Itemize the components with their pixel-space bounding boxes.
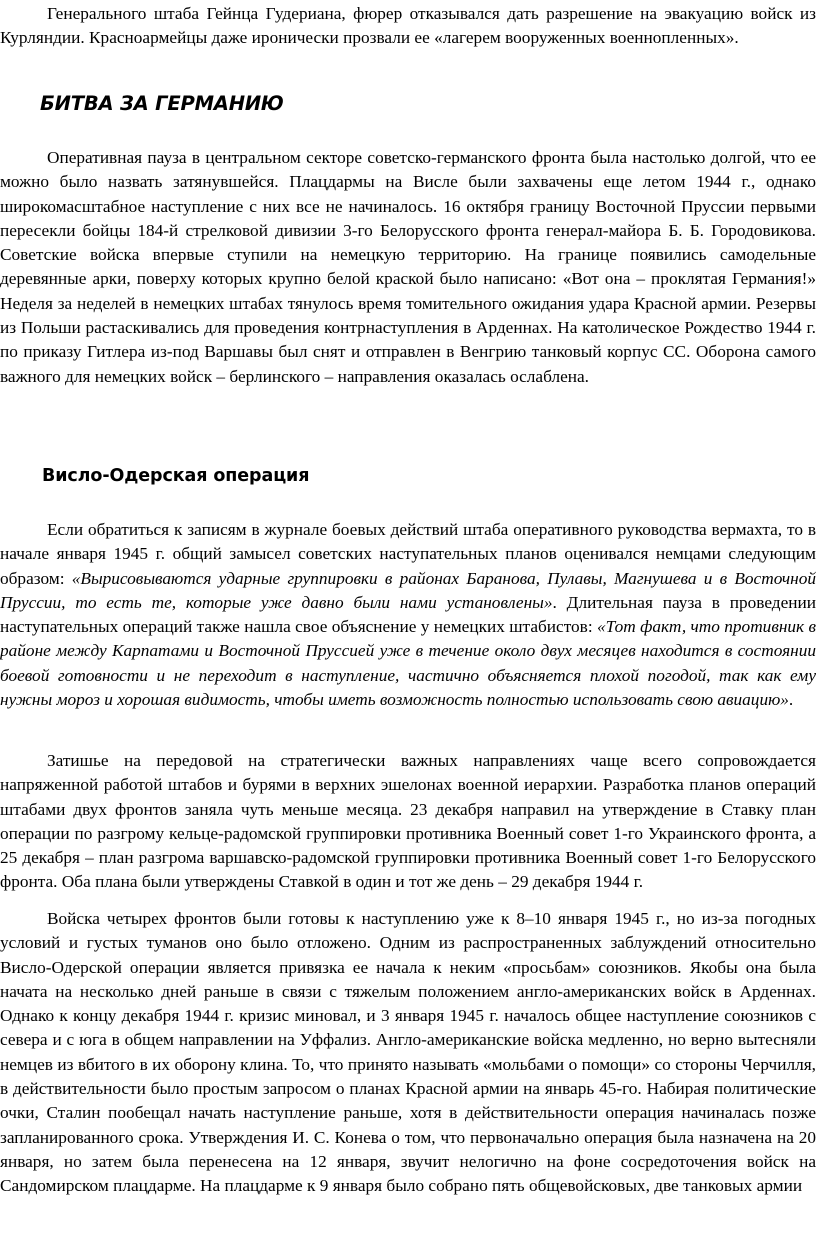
paragraph-intro-continuation: Генерального штаба Гейнца Гудериана, фюрер отказывался дать разрешение на эвакуацию войск из Курляндии. Красноармейцы даже иронически прозвали ее «лагерем вооруженных военнопленных». [0, 4, 816, 48]
journal-text-start: Если обратиться к записям в журнале боевых действий штаба оперативного руководства вермахта, то в начале января 1945 г. общий замысел советских наступательных планов оценивался немцами следующим образом: [0, 520, 816, 588]
journal-quote-weather: «Тот факт, что противник в районе между Карпатами и Восточной Пруссией уже в течение около двух месяцев находится в состоянии боевой готовности и не переходит в наступление, частично объясняется плохой погодой, так как ему нужны мороз и хорошая видимость, чтобы иметь возможность полностью использовать свою авиацию» [0, 617, 816, 710]
journal-text-middle: . Длительная пауза в проведении наступательных операций также нашла свое объяснение у немецких штабистов: [0, 592, 816, 637]
paragraph-staff-planning: Затишье на передовой на стратегически важных направлениях чаще всего сопровождается напряженной работой штабов и бурями в верхних эшелонах военной иерархии. Разработка планов операций штабами двух фронтов заняла чуть меньше месяца. 23 декабря направил на утверждение в Ставку план операции по разгрому кельце-радомской группировки противника Военный совет 1-го Украинского фронта, а 25 декабря – план разгрома варшавско-радомской группировки противника Военный совет 1-го Белорусского фронта. Оба плана были утверждены Ставкой в один и тот же день – 29 декабря 1944 г. [0, 751, 816, 892]
paragraph-four-fronts-readiness: Войска четырех фронтов были готовы к наступлению уже к 8–10 января 1945 г., но из-за погодных условий и густых туманов оно было отложено. Одним из распространенных заблуждений относительно Висло-Одерской операции является привязка ее начала к неким «просьбам» союзников. Якобы она была начата на несколько дней раньше в связи с тяжелым положением англо-американских войск в Арденнах. Однако к концу декабря 1944 г. кризис миновал, и 3 января 1945 г. началось общее наступление союзников с севера и с юга в общем направлении на Уффализ. Англо-американские войска медленно, но верно вытесняли немцев из вбитого в их оборону клина. То, что принято называть «мольбами о помощи» со стороны Черчилля, в действительности было простым запросом о планах Красной армии на январь 45-го. Набирая политические очки, Сталин пообещал начать наступление раньше, хотя в действительности операция начиналась позже запланированного срока. Утверждения И. С. Конева о том, что первоначально операция была назначена на 20 января, но затем была перенесена на 12 января, звучит нелогично на фоне сосредоточения войск на Сандомирском плацдарме. На плацдарме к 9 января было собрано пять общевойсковых, две танковых армии [0, 909, 816, 1196]
paragraph-operational-pause: Оперативная пауза в центральном секторе советско-германского фронта была настолько долгой, что ее можно было назвать затянувшейся. Плацдармы на Висле были захвачены еще летом 1944 г., однако широкомасштабное наступление с них все не начиналось. 16 октября границу Восточной Пруссии первыми пересекли бойцы 184-й стрелковой дивизии 3-го Белорусского фронта генерал-майора Б. Б. Городовикова. Советские войска впервые ступили на немецкую территорию. На границе появились самодельные деревянные арки, поверху которых крупно белой краской было написано: «Вот она – проклятая Германия!» Неделя за неделей в немецких штабах тянулось время томительного ожидания удара Красной армии. Резервы из Польши растаскивались для проведения контрнаступления в Арденнах. На католическое Рождество 1944 г. по приказу Гитлера из-под Варшавы был снят и отправлен в Венгрию танковый корпус СС. Оборона самого важного для немецких войск – берлинского – направления оказалась ослаблена. [0, 148, 816, 386]
journal-text-end: . [788, 690, 794, 710]
subsection-heading-vistula-oder: Висло-Одерская операция [42, 466, 310, 486]
paragraph-wehrmacht-journal [0, 518, 816, 712]
journal-quote-strike-groups: «Вырисовываются ударные группировки в районах Баранова, Пулавы, Магнушева и в Восточной Пруссии, то есть те, которые уже давно были нами установлены» [0, 568, 816, 612]
section-heading-battle-for-germany: БИТВА ЗА ГЕРМАНИЮ [40, 92, 284, 115]
